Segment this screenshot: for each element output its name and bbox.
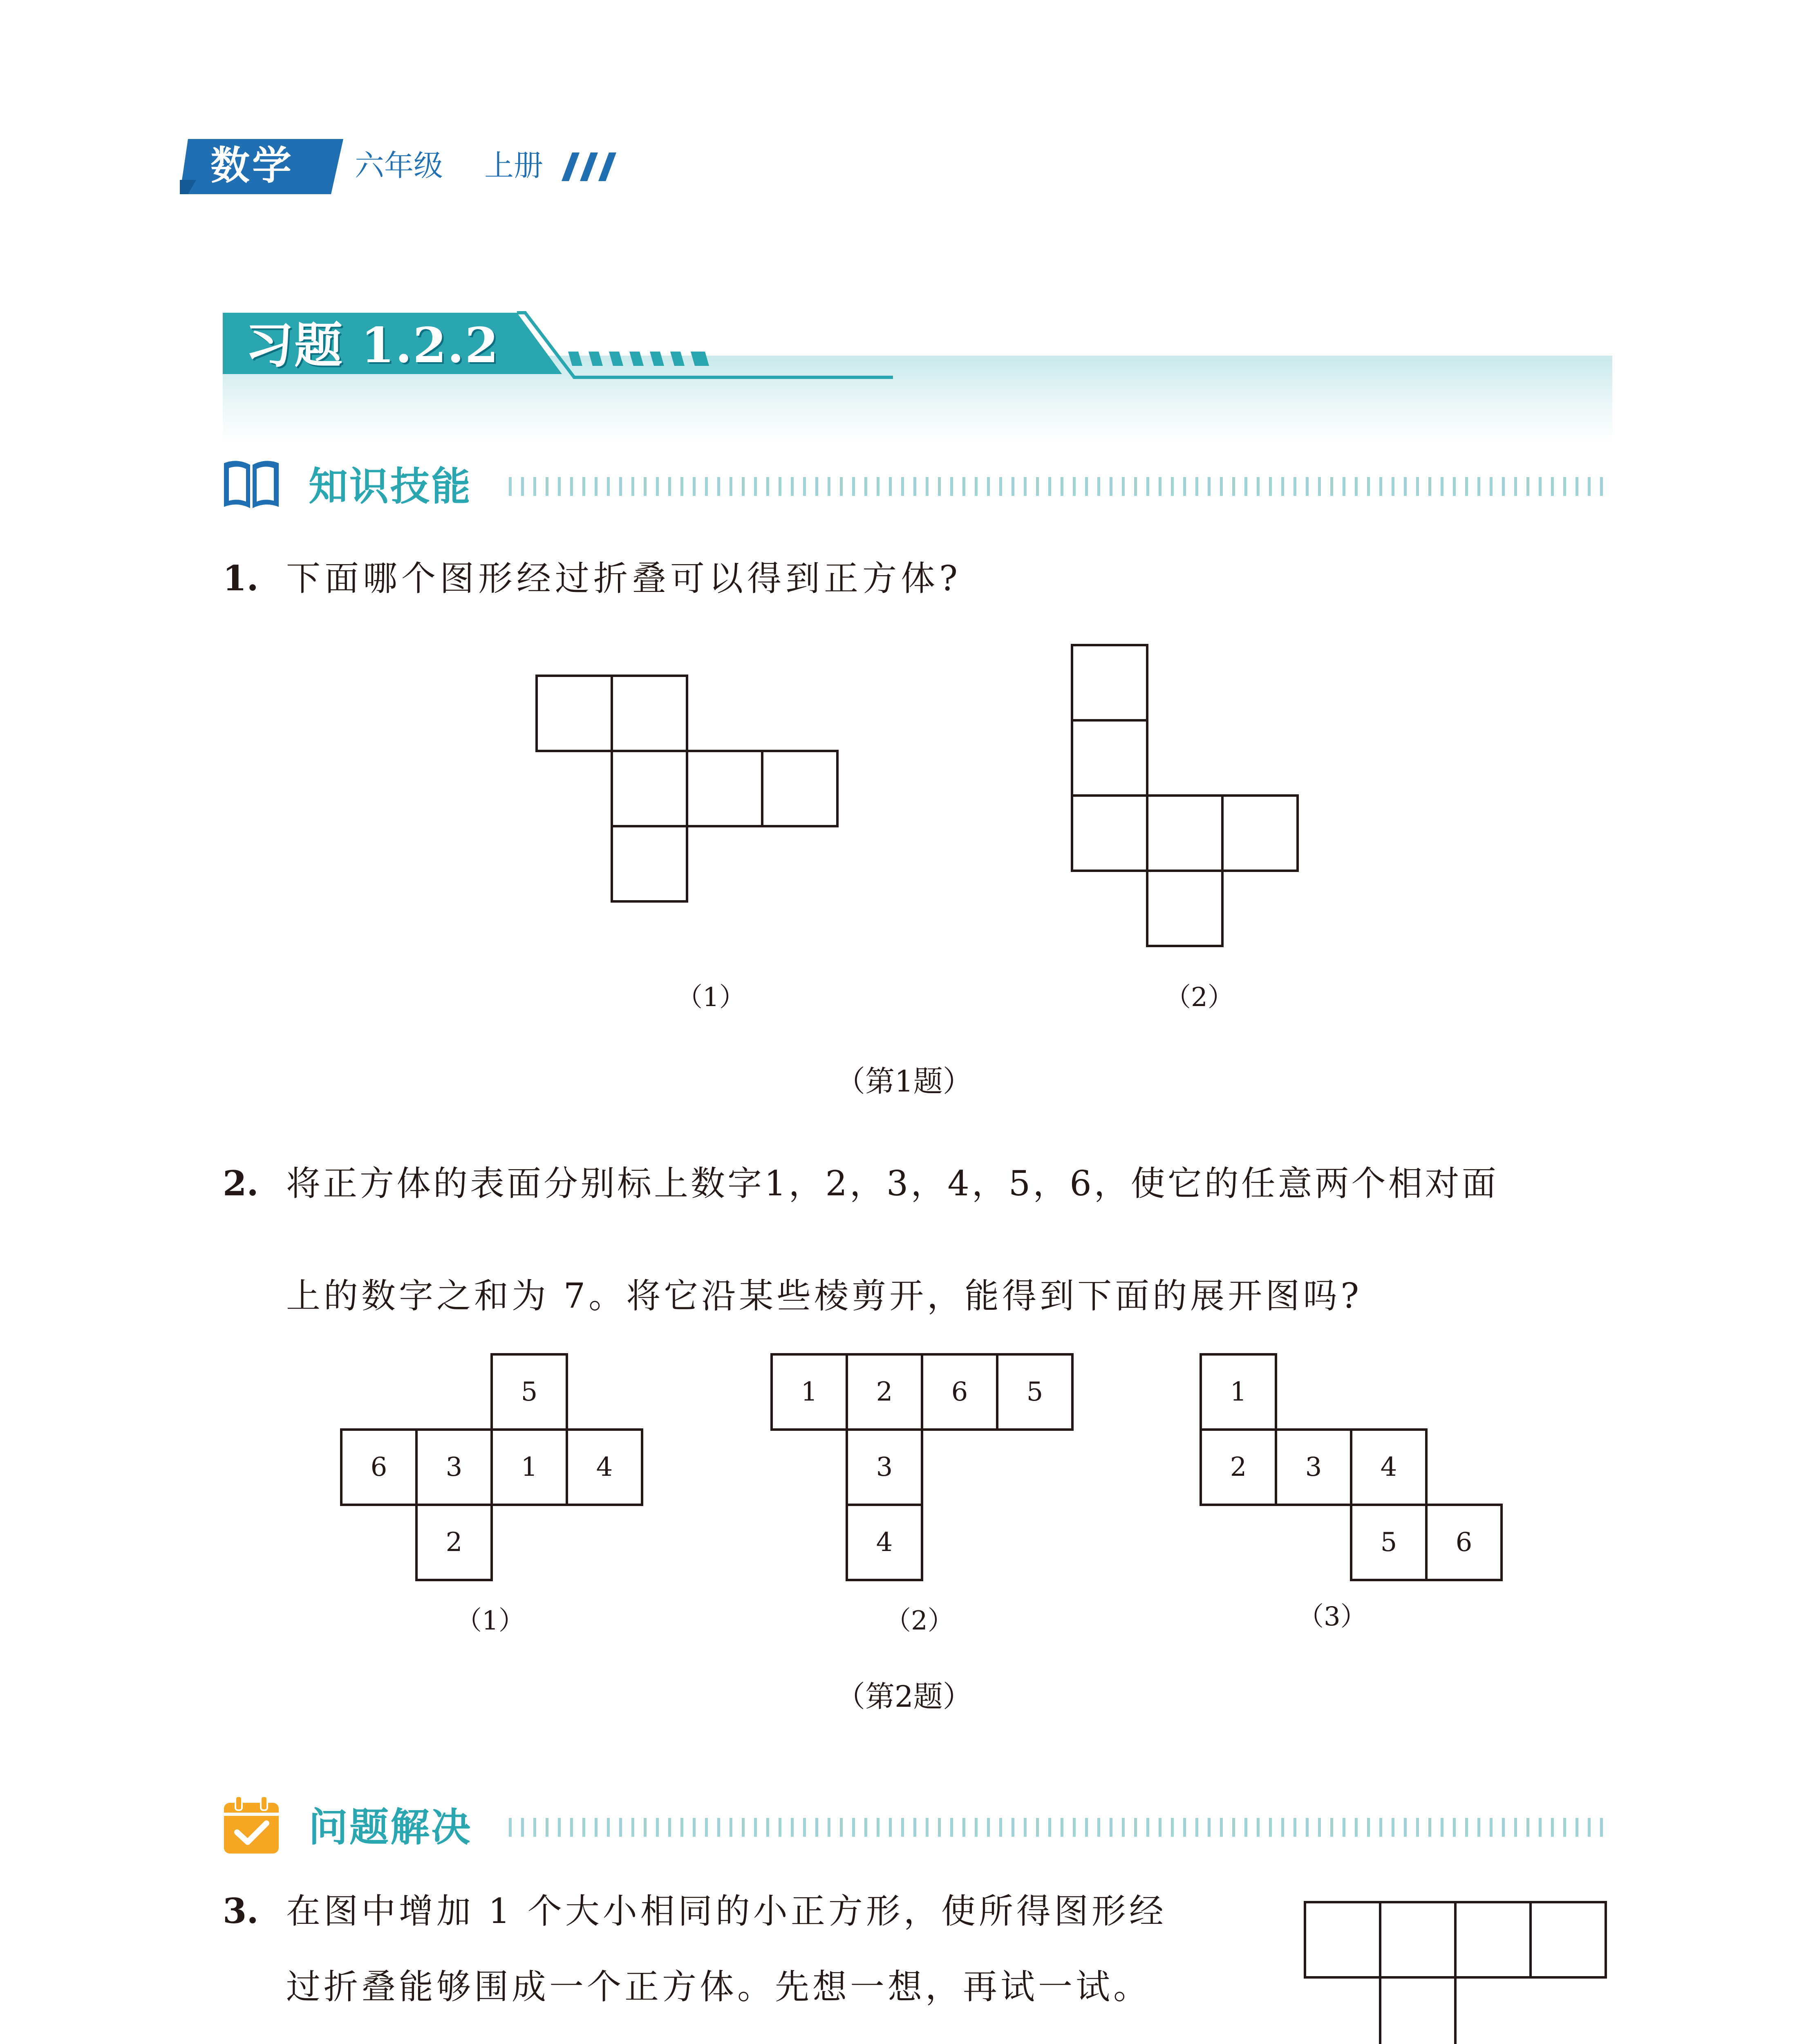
- net-cell: 1: [770, 1353, 848, 1431]
- section-title-knowledge: 知识技能: [309, 464, 472, 509]
- volume-label: 上册: [484, 148, 544, 183]
- net-cell: 2: [846, 1353, 923, 1431]
- net-cell: [1379, 1976, 1457, 2044]
- net-cell: [1071, 794, 1148, 872]
- net-cell: 6: [921, 1353, 998, 1431]
- net-cell: [611, 825, 688, 903]
- net-cell: [611, 750, 688, 827]
- figure-label: （1）: [456, 1606, 525, 1636]
- net-cell: 3: [846, 1428, 923, 1506]
- net-cell: [686, 750, 763, 827]
- question-text-line2: 过折叠能够围成一个正方体。先想一想，再试一试。: [286, 1967, 1151, 2007]
- subject-label: 数学: [210, 143, 294, 188]
- figure-label: （2）: [1165, 982, 1234, 1013]
- question-number: 2.: [223, 1163, 259, 1204]
- question-number: 1.: [223, 558, 259, 598]
- question-text-line1: 将正方体的表面分别标上数字1，2，3，4，5，6，使它的任意两个相对面: [286, 1163, 1499, 1204]
- net-cell: [1071, 719, 1148, 797]
- section-title-problem: 问题解决: [309, 1804, 472, 1850]
- open-book-icon: [221, 456, 282, 513]
- net-cell: 1: [1200, 1353, 1277, 1431]
- net-cell: 5: [996, 1353, 1074, 1431]
- dotted-rule: [509, 1815, 1612, 1840]
- net-cell: [1529, 1901, 1607, 1979]
- net-cell: [1304, 1901, 1381, 1979]
- question-text: 下面哪个图形经过折叠可以得到正方体?: [286, 558, 962, 598]
- figure-label: （3）: [1298, 1602, 1367, 1632]
- net-cell: 5: [1350, 1504, 1428, 1581]
- net-cell: 3: [1275, 1428, 1352, 1506]
- net-cell: 3: [415, 1428, 493, 1506]
- net-cell: [1221, 794, 1299, 872]
- net-cell: 5: [490, 1353, 568, 1431]
- figure-caption: （第2题）: [836, 1679, 972, 1714]
- net-cell: 1: [490, 1428, 568, 1506]
- net-cell: 2: [415, 1504, 493, 1581]
- net-cell: [1146, 794, 1224, 872]
- net-cell: 6: [340, 1428, 418, 1506]
- exercise-title: 习题 1.2.2: [245, 317, 499, 374]
- net-cell: [611, 675, 688, 752]
- grade-label: 六年级: [355, 148, 443, 183]
- net-cell: [1146, 870, 1224, 947]
- question-text-line2: 上的数字之和为 7。将它沿某些棱剪开，能得到下面的展开图吗?: [286, 1276, 1363, 1316]
- figure-label: （2）: [885, 1606, 954, 1636]
- net-cell: [535, 675, 613, 752]
- net-cell: 4: [566, 1428, 643, 1506]
- net-cell: [1454, 1901, 1532, 1979]
- slash-decoration: [560, 150, 625, 183]
- figure-caption: （第1题）: [836, 1064, 972, 1098]
- question-number: 3.: [223, 1891, 259, 1931]
- figure-label: （1）: [676, 982, 745, 1013]
- net-cell: 4: [846, 1504, 923, 1581]
- net-cell: [1071, 644, 1148, 722]
- question-text-line1: 在图中增加 1 个大小相同的小正方形，使所得图形经: [286, 1891, 1167, 1931]
- calendar-check-icon: [221, 1795, 282, 1852]
- net-cell: 6: [1425, 1504, 1503, 1581]
- net-cell: [761, 750, 839, 827]
- net-cell: 2: [1200, 1428, 1277, 1506]
- net-cell: [1379, 1901, 1457, 1979]
- net-cell: 4: [1350, 1428, 1428, 1506]
- dotted-rule: [509, 474, 1612, 499]
